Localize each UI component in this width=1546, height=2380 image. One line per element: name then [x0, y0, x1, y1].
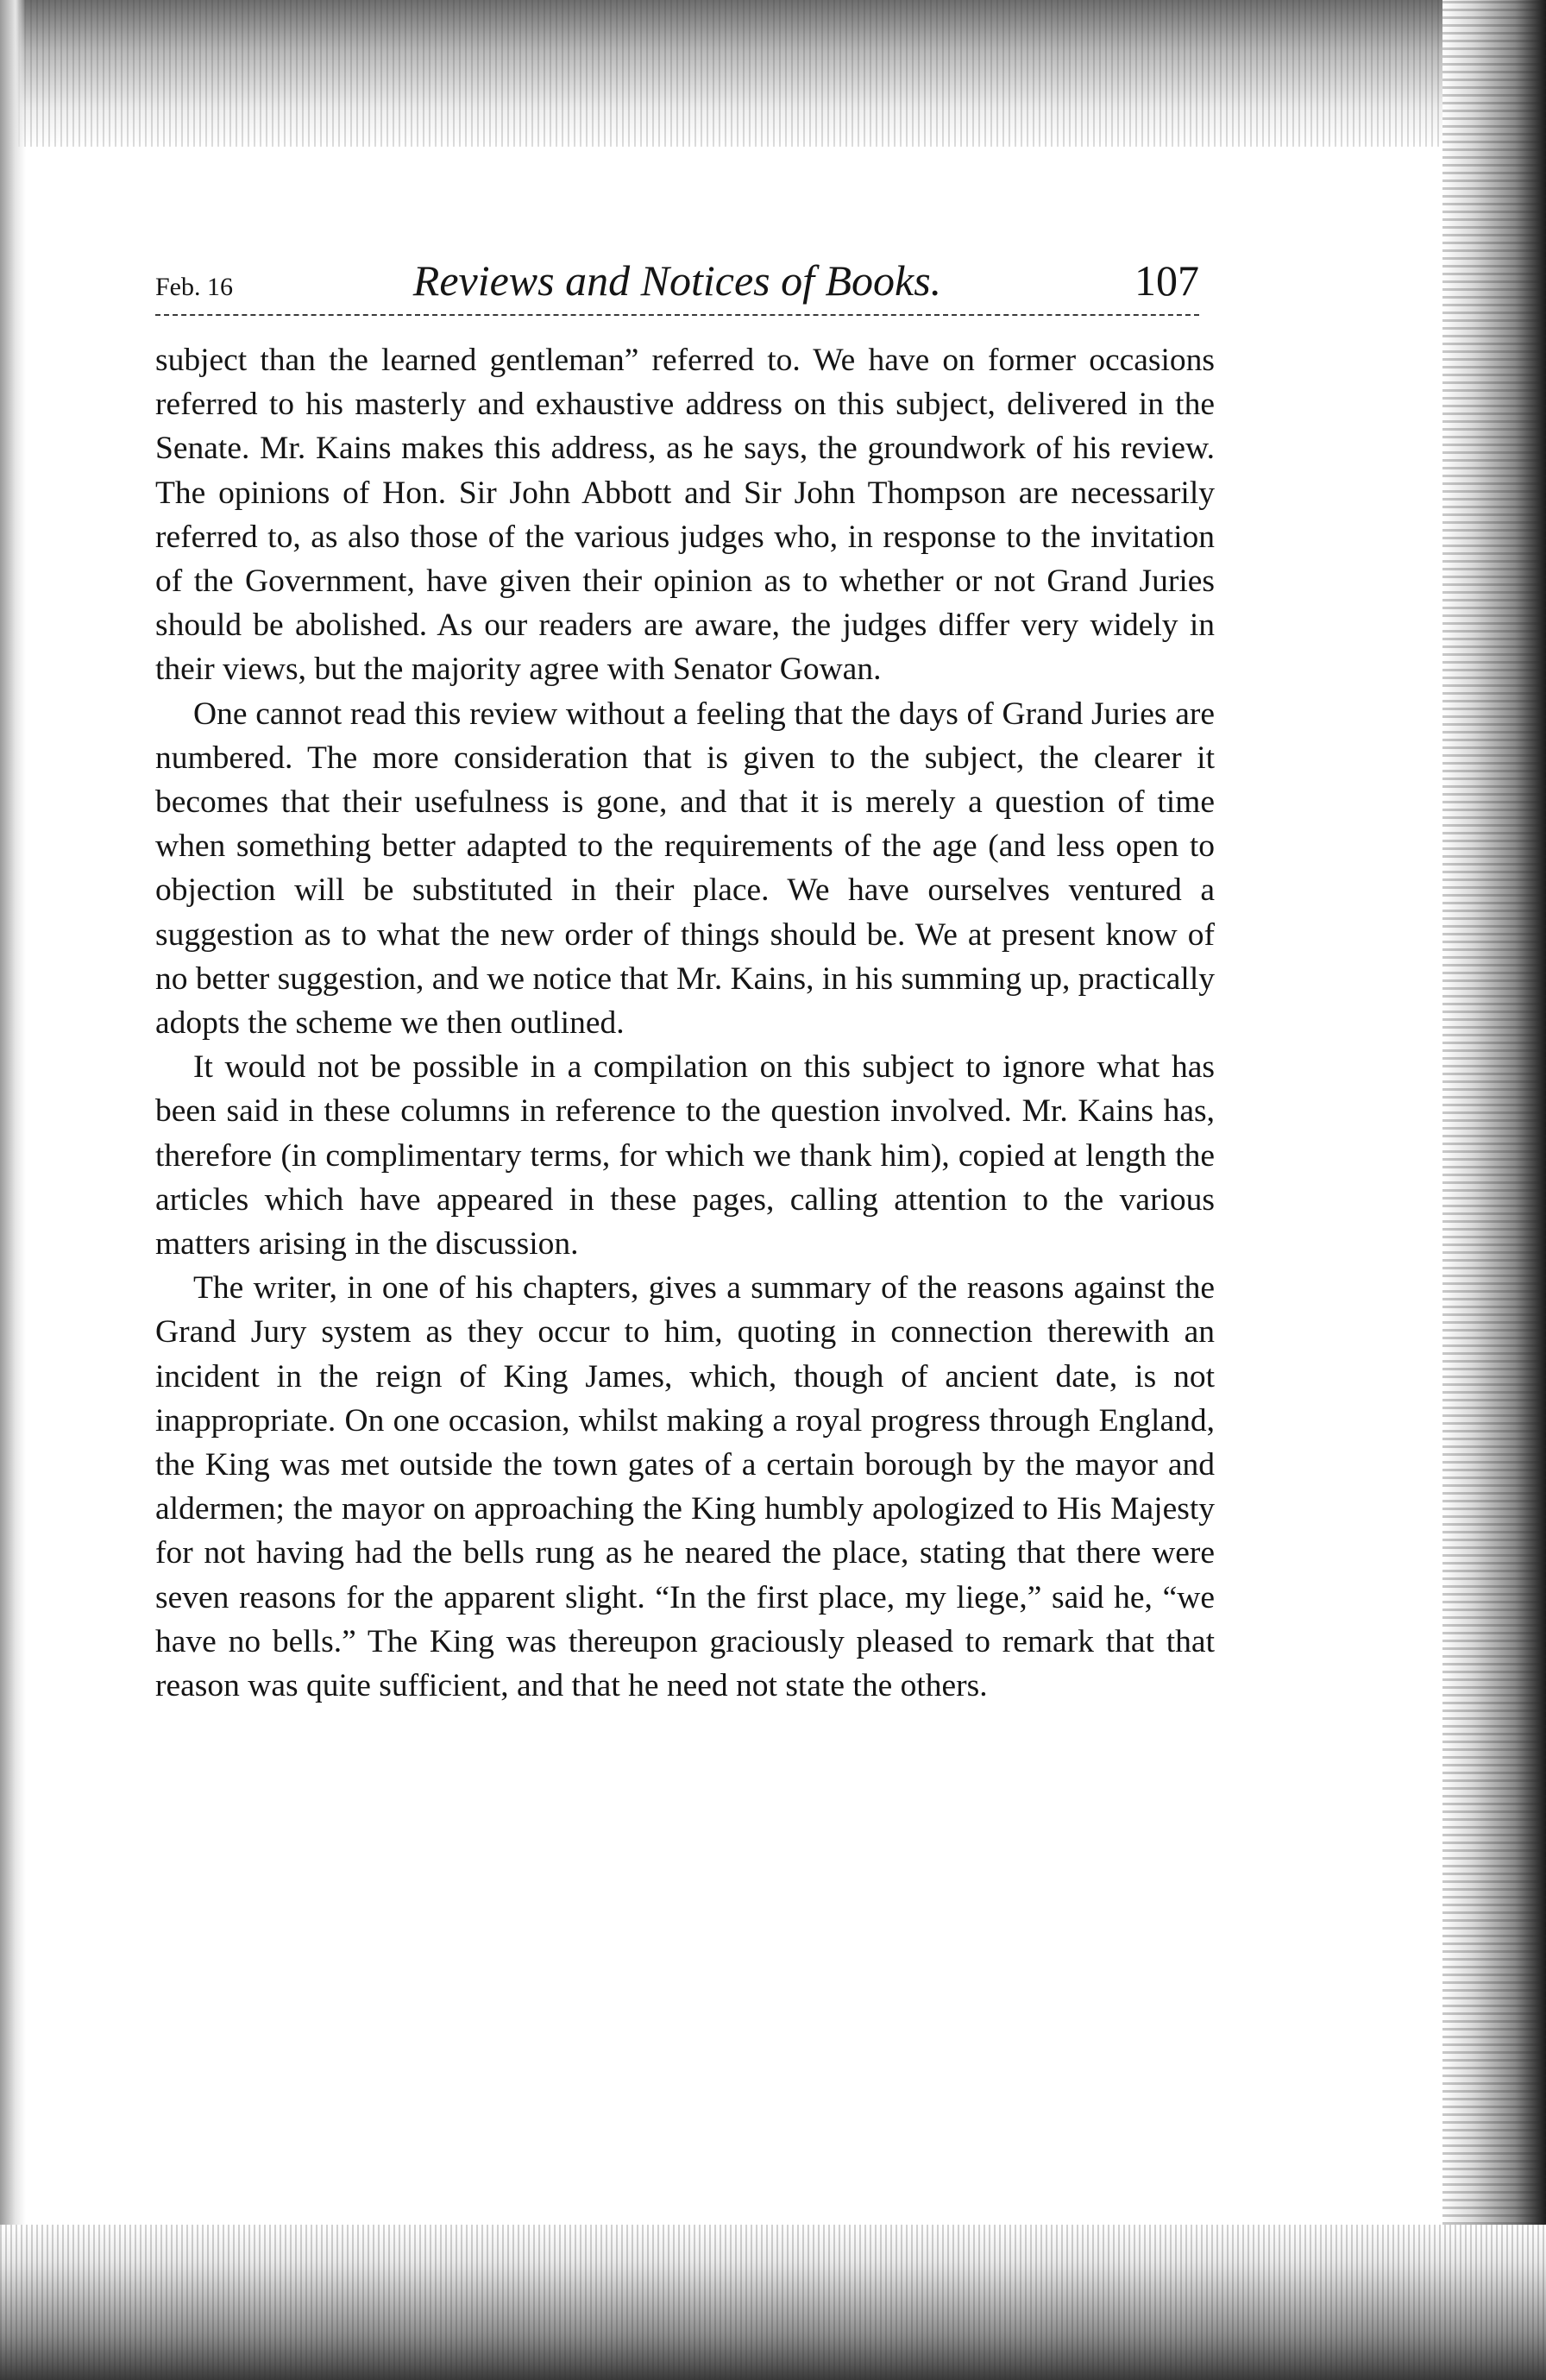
page-number: 107: [1134, 256, 1199, 305]
paragraph: subject than the learned gentleman” referred to. We have on former occasions referred to his masterly and exhaustive address on this subject, delivered in the Senate. Mr. Kains makes this address, as he says, the groundwork of his review. The opinions of Hon. Sir John Abbott and Sir John Thompson are necessarily referred to, as also those of the various judges who, in response to the invitation of the Government, have given their opinion as to whether or not Grand Juries should be abolished. As our readers are aware, the judges differ very widely in their views, but the majority agree with Senator Gowan.: [155, 343, 1215, 688]
body-text: [155, 338, 1215, 1708]
header-title: Reviews and Notices of Books.: [412, 256, 942, 305]
paragraph: It would not be possible in a compilation on this subject to ignore what has been said in these columns in reference to the question involved. Mr. Kains has, therefore (in complimentary terms, for which we thank him), copied at length the articles which have appeared in these pages, calling attention to the various matters arising in the discussion.: [155, 1049, 1215, 1262]
scan-edge-left: [0, 0, 26, 2380]
scan-edge-right: [1442, 0, 1546, 2380]
scan-edge-top: [0, 0, 1546, 147]
scan-edge-bottom: [0, 2225, 1546, 2380]
header-rule: [155, 314, 1199, 316]
paragraph: The writer, in one of his chapters, gives a summary of the reasons against the Grand Jury system as they occur to him, quoting in connection therewith an incident in the reign of King James, which, though of ancient date, is not inappropriate. On one occasion, whilst making a royal progress through England, the King was met outside the town gates of a certain borough by the mayor and aldermen; the mayor on approaching the King humbly apologized to His Majesty for not having had the bells rung as he neared the place, stating that there were seven reasons for the apparent slight. “In the first place, my liege,” said he, “we have no bells.” The King was thereupon graciously pleased to remark that that reason was quite sufficient, and that he need not state the others.: [155, 1270, 1215, 1704]
running-header: [155, 257, 1199, 309]
header-date: Feb. 16: [155, 273, 233, 301]
paragraph: One cannot read this review without a feeling that the days of Grand Juries are numbered. The more consideration that is given to the subject, the clearer it becomes that their usefulness is gone, and that it is merely a question of time when something better adapted to the requirements of the age (and less open to objection will be substituted in their place. We have ourselves ventured a suggestion as to what the new order of things should be. We at present know of no better suggestion, and we notice that Mr. Kains, in his summing up, practically adopts the scheme we then outlined.: [155, 696, 1215, 1042]
